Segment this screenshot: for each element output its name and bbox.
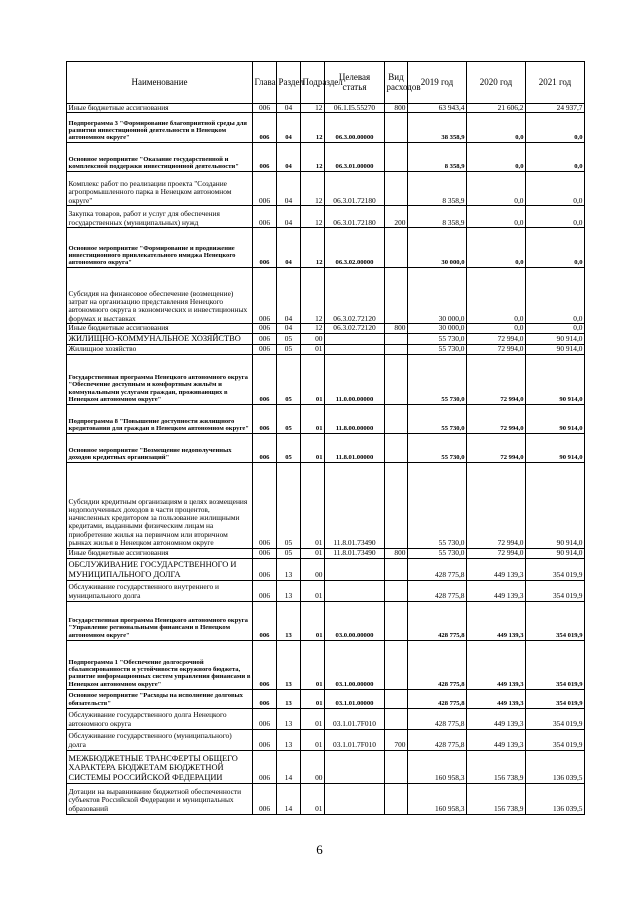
row-target: 06.3.01.72180 (325, 206, 385, 228)
row-2020: 449 139,3 (467, 729, 526, 750)
row-2020: 0,0 (467, 206, 526, 228)
row-2020: 156 738,9 (467, 750, 526, 783)
row-section: 05 (277, 548, 301, 558)
header-subsection: Подраздел (301, 62, 325, 104)
row-2020: 449 139,3 (467, 601, 526, 640)
table-row (67, 750, 585, 783)
header-section: Раздел (277, 62, 301, 104)
row-chapter: 006 (253, 103, 277, 113)
row-exp-type (385, 462, 408, 548)
row-exp-type (385, 334, 408, 345)
row-2021: 0,0 (526, 113, 585, 143)
row-2020: 449 139,3 (467, 558, 526, 580)
row-2021: 90 914,0 (526, 548, 585, 558)
row-name: Подпрограмма 8 "Повышение доступности жилищного кредитования для граждан в Ненецком автономном округе" (67, 404, 253, 433)
row-2019: 30 000,0 (408, 228, 467, 268)
row-subsection: 01 (301, 548, 325, 558)
row-target: 11.0.00.00000 (325, 354, 385, 404)
row-chapter: 006 (253, 404, 277, 433)
row-section: 04 (277, 172, 301, 206)
header-row (67, 62, 585, 104)
row-2021: 354 019,9 (526, 708, 585, 729)
row-section: 05 (277, 404, 301, 433)
row-2021: 0,0 (526, 143, 585, 172)
row-2021: 90 914,0 (526, 462, 585, 548)
table-row (67, 689, 585, 708)
row-subsection: 01 (301, 354, 325, 404)
row-section: 13 (277, 580, 301, 601)
table-row (67, 324, 585, 334)
row-name: Обслуживание государственного долга Ненецкого автономного округа (67, 708, 253, 729)
row-target (325, 580, 385, 601)
row-subsection: 01 (301, 601, 325, 640)
row-subsection: 01 (301, 708, 325, 729)
table-row (67, 268, 585, 324)
row-name: Подпрограмма 3 "Формирование благоприятной среды для развития инвестиционной деятельности в Ненецком автономном округе" (67, 113, 253, 143)
row-2020: 72 994,0 (467, 462, 526, 548)
row-chapter: 006 (253, 354, 277, 404)
row-2019: 55 730,0 (408, 433, 467, 462)
row-exp-type (385, 580, 408, 601)
row-name: Иные бюджетные ассигнования (67, 324, 253, 334)
row-2021: 136 039,5 (526, 783, 585, 814)
row-chapter: 006 (253, 580, 277, 601)
row-exp-type (385, 344, 408, 354)
row-2020: 72 994,0 (467, 433, 526, 462)
row-exp-type (385, 708, 408, 729)
row-exp-type (385, 172, 408, 206)
row-2021: 136 039,5 (526, 750, 585, 783)
row-2019: 55 730,0 (408, 404, 467, 433)
row-subsection: 12 (301, 172, 325, 206)
row-2021: 0,0 (526, 172, 585, 206)
row-target: 06.3.02.00000 (325, 228, 385, 268)
row-2019: 8 358,9 (408, 172, 467, 206)
row-chapter: 006 (253, 689, 277, 708)
row-section: 05 (277, 433, 301, 462)
row-2019: 8 358,9 (408, 143, 467, 172)
row-subsection: 12 (301, 103, 325, 113)
row-chapter: 006 (253, 334, 277, 345)
table-row (67, 113, 585, 143)
table-row (67, 354, 585, 404)
row-2020: 449 139,3 (467, 580, 526, 601)
row-2020: 449 139,3 (467, 708, 526, 729)
page-number: 6 (316, 842, 323, 857)
table-row (67, 708, 585, 729)
table-row (67, 783, 585, 814)
row-section: 04 (277, 206, 301, 228)
header-chapter: Глава (253, 62, 277, 104)
row-section: 04 (277, 228, 301, 268)
row-2019: 55 730,0 (408, 462, 467, 548)
row-exp-type (385, 143, 408, 172)
row-exp-type (385, 113, 408, 143)
row-name: ОБСЛУЖИВАНИЕ ГОСУДАРСТВЕННОГО И МУНИЦИПАЛЬНОГО ДОЛГА (67, 558, 253, 580)
table-row (67, 103, 585, 113)
row-name: Основное мероприятие "Формирование и продвижение инвестиционного привлекательного имиджа Ненецкого автономного округа" (67, 228, 253, 268)
row-exp-type (385, 228, 408, 268)
row-2020: 72 994,0 (467, 404, 526, 433)
row-exp-type (385, 268, 408, 324)
row-2021: 90 914,0 (526, 334, 585, 345)
row-chapter: 006 (253, 172, 277, 206)
row-2020: 72 994,0 (467, 344, 526, 354)
row-target: 06.3.00.00000 (325, 113, 385, 143)
row-subsection: 01 (301, 433, 325, 462)
row-target: 11.8.00.00000 (325, 404, 385, 433)
row-name: Подпрограмма 1 "Обеспечение долгосрочной сбалансированности и устойчивости окружного бюджета, развитие информационных систем управления финансами в Ненецком автономном округе" (67, 640, 253, 689)
row-name: Комплекс работ по реализации проекта "Создание агропромышленного парка в Ненецком автономном округе" (67, 172, 253, 206)
row-section: 04 (277, 103, 301, 113)
row-2019: 428 775,8 (408, 601, 467, 640)
row-exp-type: 800 (385, 103, 408, 113)
table-row (67, 558, 585, 580)
row-chapter: 006 (253, 143, 277, 172)
row-chapter: 006 (253, 750, 277, 783)
header-name: Наименование (67, 62, 253, 104)
row-2019: 8 358,9 (408, 206, 467, 228)
row-section: 13 (277, 708, 301, 729)
row-name: Государственная программа Ненецкого автономного округа "Управление региональными финансами в Ненецком автономном округе" (67, 601, 253, 640)
row-2019: 30 000,0 (408, 324, 467, 334)
row-section: 13 (277, 729, 301, 750)
row-chapter: 006 (253, 324, 277, 334)
row-2019: 428 775,8 (408, 640, 467, 689)
table-row (67, 462, 585, 548)
row-2020: 0,0 (467, 228, 526, 268)
row-2021: 354 019,9 (526, 640, 585, 689)
row-section: 05 (277, 354, 301, 404)
row-2021: 354 019,9 (526, 580, 585, 601)
row-section: 14 (277, 783, 301, 814)
row-target: 11.8.01.73490 (325, 548, 385, 558)
row-subsection: 12 (301, 228, 325, 268)
row-2020: 449 139,3 (467, 640, 526, 689)
header-2020: 2020 год (467, 62, 526, 104)
row-chapter: 006 (253, 268, 277, 324)
row-subsection: 12 (301, 268, 325, 324)
row-2019: 55 730,0 (408, 354, 467, 404)
row-exp-type (385, 783, 408, 814)
row-name: Иные бюджетные ассигнования (67, 548, 253, 558)
row-target: 06.3.02.72120 (325, 324, 385, 334)
row-2021: 0,0 (526, 206, 585, 228)
row-exp-type (385, 640, 408, 689)
table-row (67, 404, 585, 433)
row-name: Основное мероприятие "Возмещение недополученных доходов кредитных организаций" (67, 433, 253, 462)
row-subsection: 01 (301, 404, 325, 433)
row-2020: 0,0 (467, 172, 526, 206)
row-chapter: 006 (253, 433, 277, 462)
row-chapter: 006 (253, 783, 277, 814)
row-target: 11.8.01.00000 (325, 433, 385, 462)
row-subsection: 12 (301, 324, 325, 334)
row-target (325, 783, 385, 814)
row-name: Основное мероприятие "Расходы на исполнение долговых обязательств" (67, 689, 253, 708)
row-name: Обслуживание государственного (муниципального) долга (67, 729, 253, 750)
row-exp-type: 200 (385, 206, 408, 228)
row-section: 05 (277, 334, 301, 345)
table-row (67, 601, 585, 640)
row-2021: 90 914,0 (526, 404, 585, 433)
row-name: Субсидия на финансовое обеспечение (возмещение) затрат на организацию представления Ненецкого автономного округа в экономических и инвестиционных форумах и выставках (67, 268, 253, 324)
row-name: Жилищное хозяйство (67, 344, 253, 354)
row-chapter: 006 (253, 601, 277, 640)
row-target: 06.3.01.00000 (325, 143, 385, 172)
row-2021: 24 937,7 (526, 103, 585, 113)
row-section: 04 (277, 113, 301, 143)
row-target (325, 750, 385, 783)
row-2019: 428 775,8 (408, 558, 467, 580)
row-exp-type (385, 601, 408, 640)
row-2019: 160 958,3 (408, 783, 467, 814)
row-name: Дотации на выравнивание бюджетной обеспеченности субъектов Российской Федерации и муниципальных образований (67, 783, 253, 814)
row-2019: 38 358,9 (408, 113, 467, 143)
row-chapter: 006 (253, 462, 277, 548)
row-name: Субсидии кредитным организациям в целях возмещения недополученных доходов в части процентов, начисленных кредитором за пользование жилищными кредитами, выданными физическим лицам на приобретение жилья на первичном или вторичном рынках жилья в Ненецком автономном округе (67, 462, 253, 548)
table-row (67, 206, 585, 228)
row-chapter: 006 (253, 113, 277, 143)
row-section: 13 (277, 689, 301, 708)
row-2019: 428 775,8 (408, 729, 467, 750)
budget-sheet (66, 61, 584, 815)
row-2020: 0,0 (467, 268, 526, 324)
table-row (67, 334, 585, 345)
row-2020: 72 994,0 (467, 354, 526, 404)
row-subsection: 01 (301, 462, 325, 548)
row-subsection: 01 (301, 729, 325, 750)
row-subsection: 01 (301, 783, 325, 814)
row-target: 11.8.01.73490 (325, 462, 385, 548)
row-subsection: 12 (301, 113, 325, 143)
row-chapter: 006 (253, 640, 277, 689)
row-name: Государственная программа Ненецкого автономного округа "Обеспечение доступным и комфортным жильём и коммунальными услугами граждан, проживающих в Ненецком автономном округе" (67, 354, 253, 404)
row-section: 05 (277, 462, 301, 548)
row-subsection: 01 (301, 580, 325, 601)
row-2021: 354 019,9 (526, 729, 585, 750)
row-exp-type (385, 404, 408, 433)
row-exp-type: 800 (385, 548, 408, 558)
row-target: 03.1.01.7F010 (325, 729, 385, 750)
row-chapter: 006 (253, 206, 277, 228)
row-chapter: 006 (253, 708, 277, 729)
row-2021: 0,0 (526, 228, 585, 268)
row-exp-type (385, 433, 408, 462)
row-target: 03.0.00.00000 (325, 601, 385, 640)
row-exp-type: 800 (385, 324, 408, 334)
row-2021: 90 914,0 (526, 344, 585, 354)
row-target (325, 344, 385, 354)
table-row (67, 580, 585, 601)
table-row (67, 172, 585, 206)
row-2019: 428 775,8 (408, 689, 467, 708)
header-target: Целевая статья (325, 62, 385, 104)
row-2021: 354 019,9 (526, 689, 585, 708)
row-name: МЕЖБЮДЖЕТНЫЕ ТРАНСФЕРТЫ ОБЩЕГО ХАРАКТЕРА БЮДЖЕТАМ БЮДЖЕТНОЙ СИСТЕМЫ РОССИЙСКОЙ ФЕДЕРАЦИИ (67, 750, 253, 783)
budget-table (66, 61, 585, 815)
table-row (67, 143, 585, 172)
row-chapter: 006 (253, 228, 277, 268)
row-subsection: 00 (301, 334, 325, 345)
row-2020: 72 994,0 (467, 548, 526, 558)
row-target: 06.3.01.72180 (325, 172, 385, 206)
row-section: 13 (277, 558, 301, 580)
header-exp-type: Вид расходов (385, 62, 408, 104)
table-row (67, 548, 585, 558)
row-subsection: 00 (301, 558, 325, 580)
table-body (67, 103, 585, 814)
row-subsection: 12 (301, 143, 325, 172)
row-subsection: 01 (301, 689, 325, 708)
row-name: Обслуживание государственного внутреннего и муниципального долга (67, 580, 253, 601)
row-name: ЖИЛИЩНО-КОММУНАЛЬНОЕ ХОЗЯЙСТВО (67, 334, 253, 345)
row-target: 03.1.00.00000 (325, 640, 385, 689)
table-row (67, 228, 585, 268)
row-2019: 30 000,0 (408, 268, 467, 324)
row-2019: 63 943,4 (408, 103, 467, 113)
row-2020: 449 139,3 (467, 689, 526, 708)
row-subsection: 00 (301, 750, 325, 783)
row-2019: 55 730,0 (408, 548, 467, 558)
row-exp-type: 700 (385, 729, 408, 750)
row-section: 05 (277, 344, 301, 354)
row-section: 04 (277, 268, 301, 324)
row-exp-type (385, 689, 408, 708)
row-2021: 354 019,9 (526, 558, 585, 580)
row-2020: 0,0 (467, 143, 526, 172)
row-target (325, 558, 385, 580)
row-2019: 160 958,3 (408, 750, 467, 783)
row-subsection: 01 (301, 344, 325, 354)
row-target: 03.1.01.7F010 (325, 708, 385, 729)
row-subsection: 01 (301, 640, 325, 689)
table-row (67, 433, 585, 462)
row-2020: 156 738,9 (467, 783, 526, 814)
row-name: Иные бюджетные ассигнования (67, 103, 253, 113)
row-chapter: 006 (253, 729, 277, 750)
row-subsection: 12 (301, 206, 325, 228)
header-2019: 2019 год (408, 62, 467, 104)
row-2021: 0,0 (526, 268, 585, 324)
row-exp-type (385, 354, 408, 404)
row-2021: 0,0 (526, 324, 585, 334)
row-section: 04 (277, 143, 301, 172)
row-exp-type (385, 750, 408, 783)
row-2020: 72 994,0 (467, 334, 526, 345)
row-exp-type (385, 558, 408, 580)
row-section: 13 (277, 601, 301, 640)
row-name: Основное мероприятие "Оказание государственной и комплексной поддержки инвестиционной деятельности" (67, 143, 253, 172)
row-2019: 55 730,0 (408, 334, 467, 345)
row-2019: 428 775,8 (408, 580, 467, 601)
table-row (67, 344, 585, 354)
row-chapter: 006 (253, 344, 277, 354)
row-2021: 90 914,0 (526, 433, 585, 462)
row-name: Закупка товаров, работ и услуг для обеспечения государственных (муниципальных) нужд (67, 206, 253, 228)
row-chapter: 006 (253, 548, 277, 558)
row-target (325, 334, 385, 345)
table-row (67, 729, 585, 750)
row-target: 03.1.01.00000 (325, 689, 385, 708)
row-2021: 354 019,9 (526, 601, 585, 640)
row-section: 04 (277, 324, 301, 334)
row-2020: 0,0 (467, 113, 526, 143)
row-target: 06.3.02.72120 (325, 268, 385, 324)
row-target: 06.1.I5.55270 (325, 103, 385, 113)
row-2021: 90 914,0 (526, 354, 585, 404)
row-chapter: 006 (253, 558, 277, 580)
table-row (67, 640, 585, 689)
row-2020: 0,0 (467, 324, 526, 334)
header-2021: 2021 год (526, 62, 585, 104)
row-section: 14 (277, 750, 301, 783)
row-section: 13 (277, 640, 301, 689)
row-2019: 428 775,8 (408, 708, 467, 729)
row-2019: 55 730,0 (408, 344, 467, 354)
row-2020: 21 606,2 (467, 103, 526, 113)
